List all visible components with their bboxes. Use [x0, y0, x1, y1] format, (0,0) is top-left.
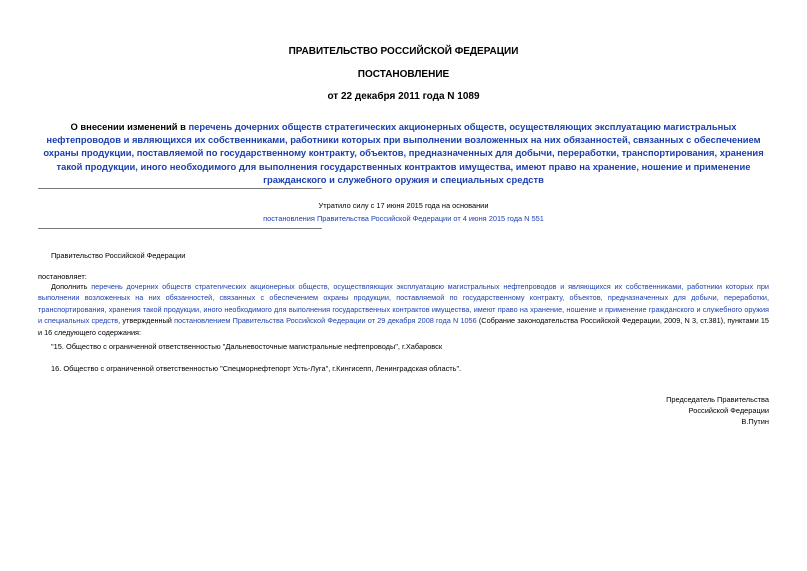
subject-prefix: О внесении изменений в — [70, 121, 189, 132]
document-subject — [38, 120, 769, 186]
government-text: Правительство Российской Федерации — [51, 251, 186, 260]
status-repeal-link[interactable]: постановления Правительства Российской Федерации от 4 июня 2015 года N 551 — [263, 213, 544, 223]
resolves-text: постановляет: — [38, 272, 87, 281]
status-note — [0, 200, 807, 225]
list-item-16: 16. Общество с ограниченной ответственностью "Спецморнефтепорт Усть-Луга", г.Кингисепп, Ленинградская область". — [51, 364, 462, 373]
document-type-heading: ПОСТАНОВЛЕНИЕ — [357, 69, 450, 80]
paragraph-end: (Собрание законодательства Российской Федерации, 2009, N 3, ст.381), пунктами 15 и 16 следующего содержания: — [38, 316, 769, 337]
paragraph-list-link[interactable]: перечень дочерних обществ стратегических акционерных обществ, осуществляющих эксплуатацию магистральных нефтепроводов и являющихся их собственниками, работники которых при выполнении возложенных на них обязанностей, связанных с обеспечением охраны продукции, поставляемой по государственному контракту, объектов, предназначенных для добычи, переработки, транспортирования, хранения такой продукции, иного необходимого для выполнения государственных контрактов имущества, имеют право на хранение, ношение и применение гражданского и служебного оружия и специальных средств — [38, 282, 770, 326]
document-date-number: от 22 декабря 2011 года N 1089 — [327, 91, 480, 102]
list-item-15: "15. Общество с ограниченной ответственностью "Дальневосточные магистральные нефтепроводы", г.Хабаровск — [51, 342, 443, 351]
government-heading: ПРАВИТЕЛЬСТВО РОССИЙСКОЙ ФЕДЕРАЦИИ — [288, 46, 519, 57]
paragraph-resolution-link[interactable]: постановлением Правительства Российской Федерации от 29 декабря 2008 года N 1056 — [174, 316, 477, 326]
signature-country: Российской Федерации — [688, 406, 769, 416]
resolution-paragraph — [38, 281, 769, 338]
separator-bottom — [38, 228, 322, 229]
signature-block — [569, 394, 769, 428]
separator-top — [38, 188, 322, 189]
paragraph-start: Дополнить — [51, 282, 92, 291]
signature-title: Председатель Правительства — [666, 395, 769, 404]
paragraph-middle: , утвержденный — [118, 316, 175, 326]
subject-list-link[interactable]: перечень дочерних обществ стратегических акционерных обществ, осуществляющих эксплуатацию магистральных нефтепроводов и являющихся их собственниками, работники которых при выполнении возложенных на них обязанностей, связанных с обеспечением охраны продукции, поставляемой по государственному контракту, объектов, предназначенных для добычи, переработки, транспортирования, хранения такой продукции, иного необходимого для выполнения государственных контрактов имущества, имеют право на хранение, ношение и применение гражданского и служебного оружия и специальных средств — [43, 121, 764, 185]
signature-name: В.Путин — [741, 417, 769, 427]
status-note-text: Утратило силу с 17 июня 2015 года на основании — [318, 201, 489, 210]
